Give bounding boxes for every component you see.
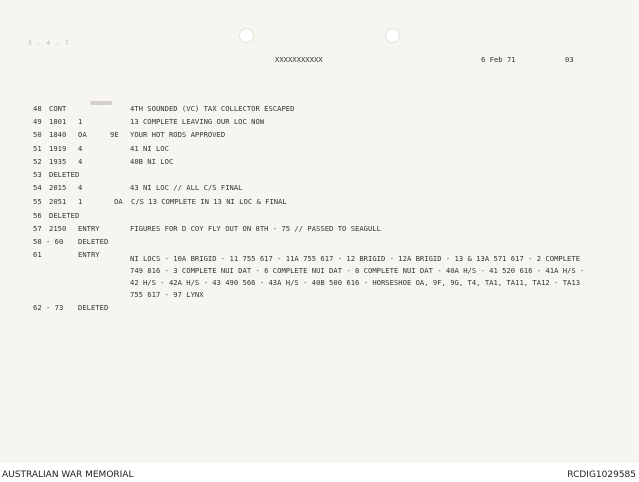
serial-number: 50 [33,130,42,139]
serial-number: 54 [33,183,42,192]
punch-hole-left [239,28,254,43]
to-field: 1 [78,117,83,126]
message-text: C/S 13 COMPLETE IN 13 NI LOC & FINAL [131,197,287,206]
log-row [0,237,639,248]
entry-61-line: 755 617 - 97 LYNX [130,290,204,299]
to-field: OA [78,130,87,139]
entry-61-line: NI LOCS - 10A BRIGID - 11 755 617 - 11A 755 617 - 12 BRIGID - 12A BRIGID - 13 & 13A 571 617 - 2 COMPLETE [130,254,581,263]
message-text: 13 COMPLETE LEAVING OUR LOC NOW [130,117,265,126]
time-or-status: 2051 [49,197,67,206]
message-text: 4TH SOUNDED (VC) TAX COLLECTOR ESCAPED [130,104,295,113]
log-row [0,170,639,181]
log-row [0,130,639,141]
serial-number: 61 [33,250,42,259]
footer-record-id: RCDIG1029585 [567,470,636,480]
log-row [0,224,639,235]
message-text: 43 NI LOC // ALL C/S FINAL [130,183,243,192]
log-row [0,183,639,194]
entry-61-line: 749 816 - 3 COMPLETE NUI DAT - 6 COMPLETE NUI DAT - 8 COMPLETE NUI DAT - 40A H/S - 41 520 616 - 41A H/S - [130,266,585,275]
log-row [0,117,639,128]
to-field: 4 [78,144,83,153]
log-row [0,144,639,155]
last-row-status: DELETED [78,303,109,312]
to-field: 4 [78,183,83,192]
message-text: 41 NI LOC [130,144,169,153]
time-or-status: 2150 [49,224,67,233]
serial-number: 52 [33,157,42,166]
message-text: YOUR HOT RODS APPROVED [130,130,226,139]
to-field: ENTRY [78,224,100,233]
time-or-status: 1840 [49,130,67,139]
classification-marking: XXXXXXXXXXX [275,55,323,64]
serial-number: 55 [33,197,42,206]
from-field: OA [114,197,123,206]
time-or-status: 1919 [49,144,67,153]
entry-61-line: 42 H/S - 42A H/S - 43 490 566 - 43A H/S - 40B 500 616 - HORSESHOE OA, 9F, 9G, T4, TA1, TA11, TA12 - TA13 [130,278,581,287]
log-row [0,197,639,208]
last-row-serial: 62 - 73 [33,303,64,312]
from-field: 9E [110,130,119,139]
time-or-status: 1935 [49,157,67,166]
serial-number: 53 [33,170,42,179]
serial-number: 58 - 60 [33,237,64,246]
serial-number: 48 [33,104,42,113]
pencil-mark: 3 - 4 - 7 [28,40,70,47]
time-or-status: 1801 [49,117,67,126]
serial-number: 57 [33,224,42,233]
punch-hole-right [385,28,400,43]
header-date: 6 Feb 71 [481,55,516,64]
time-or-status: DELETED [49,170,80,179]
time-or-status: DELETED [78,237,109,246]
serial-number: 56 [33,211,42,220]
serial-number: 51 [33,144,42,153]
to-field: ENTRY [78,250,100,259]
footer-source: AUSTRALIAN WAR MEMORIAL [2,470,134,480]
log-row [0,211,639,222]
to-field: 4 [78,157,83,166]
log-row [0,104,639,115]
message-text: FIGURES FOR D COY FLY OUT ON 8TH - 75 // PASSED TO SEAGULL [130,224,381,233]
to-field: 1 [78,197,83,206]
message-text: 40B NI LOC [130,157,174,166]
page-number: 03 [565,55,574,64]
time-or-status: 2015 [49,183,67,192]
serial-number: 49 [33,117,42,126]
time-or-status: CONT [49,104,67,113]
log-row [0,157,639,168]
time-or-status: DELETED [49,211,80,220]
